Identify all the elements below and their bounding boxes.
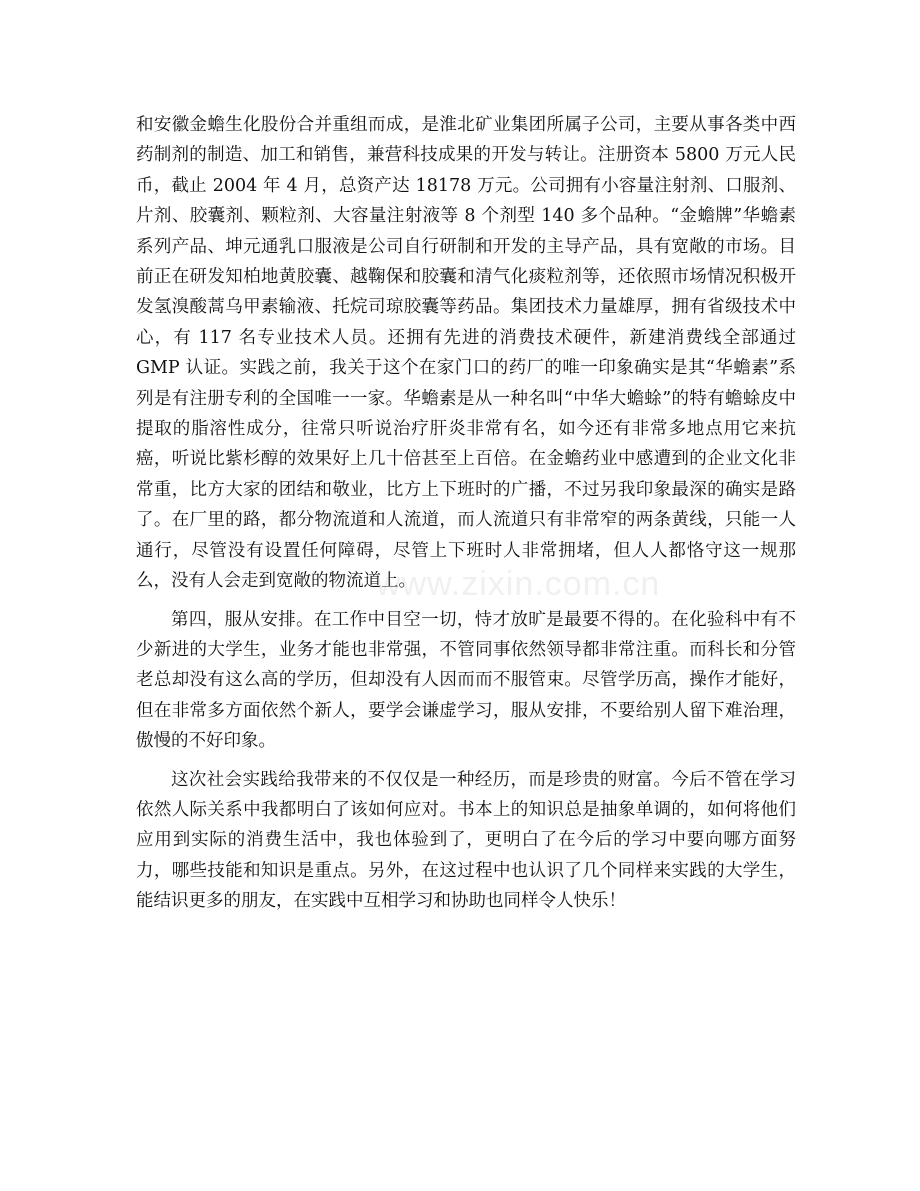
watermark-text: www.zixin.com.cn (376, 565, 661, 603)
paragraph-company-intro: 和安徽金蟾生化股份合并重组而成，是淮北矿业集团所属子公司，主要从事各类中西药制剂的制造、加工和销售，兼营科技成果的开发与转让。注册资本 5800 万元人民币，截止 2004 年 4 月，总资产达 18178 万元。公司拥有小容量注射剂、口服剂、片剂、胶囊剂、颗粒剂、大容量注射液等 8 个剂型 140 多个品种。“金蟾牌”华蟾素系列产品、坤元通乳口服液是公司自行研制和开发的主导产品，具有宽敞的市场。目前正在研发知柏地黄胶囊、越鞠保和胶囊和清气化痰粒剂等，还依照市场情况积极开发氢溴酸蒿乌甲素输液、托烷司琼胶囊等药品。集团技术力量雄厚，拥有省级技术中心，有 117 名专业技术人员。还拥有先进的消费技术硬件，新建消费线全部通过 GMP 认证。实践之前，我关于这个在家门口的药厂的唯一印象确实是其“华蟾素”系列是有注册专利的全国唯一一家。华蟾素是从一种名叫“中华大蟾蜍”的特有蟾蜍皮中提取的脂溶性成分，往常只听说治疗肝炎非常有名，如今还有非常多地点用它来抗癌，听说比紫杉醇的效果好上几十倍甚至上百倍。在金蟾药业中感遭到的企业文化非常重，比方大家的团结和敬业，比方上下班时的广播，不过另我印象最深的确实是路了。在厂里的路，都分物流道和人流道，而人流道只有非常窄的两条黄线，只能一人通行，尽管没有设置任何障碍，尽管上下班时人非常拥堵，但人人都恪守这一规那么，没有人会走到宽敞的物流道上。 (136, 115, 796, 592)
paragraph-conclusion: 这次社会实践给我带来的不仅仅是一种经历，而是珍贵的财富。今后不管在学习依然人际关系中我都明白了该如何应对。书本上的知识总是抽象单调的，如何将他们应用到实际的消费生活中，我也体验到了，更明白了在今后的学习中要向哪方面努力，哪些技能和知识是重点。另外，在这过程中也认识了几个同样来实践的大学生，能结识更多的朋友，在实践中互相学习和协助也同样令人快乐！ (136, 769, 796, 912)
paragraph-obey-arrangement: 第四，服从安排。在工作中目空一切，恃才放旷是最要不得的。在化验科中有不少新进的大学生，业务才能也非常强，不管同事依然领导都非常注重。而科长和分管老总却没有这么高的学历，但却没有人因而而不服管束。尽管学历高，操作才能好，但在非常多方面依然个新人，要学会谦虚学习，服从安排，不要给别人留下难治理，傲慢的不好印象。 (136, 609, 796, 752)
document-body (136, 110, 796, 917)
